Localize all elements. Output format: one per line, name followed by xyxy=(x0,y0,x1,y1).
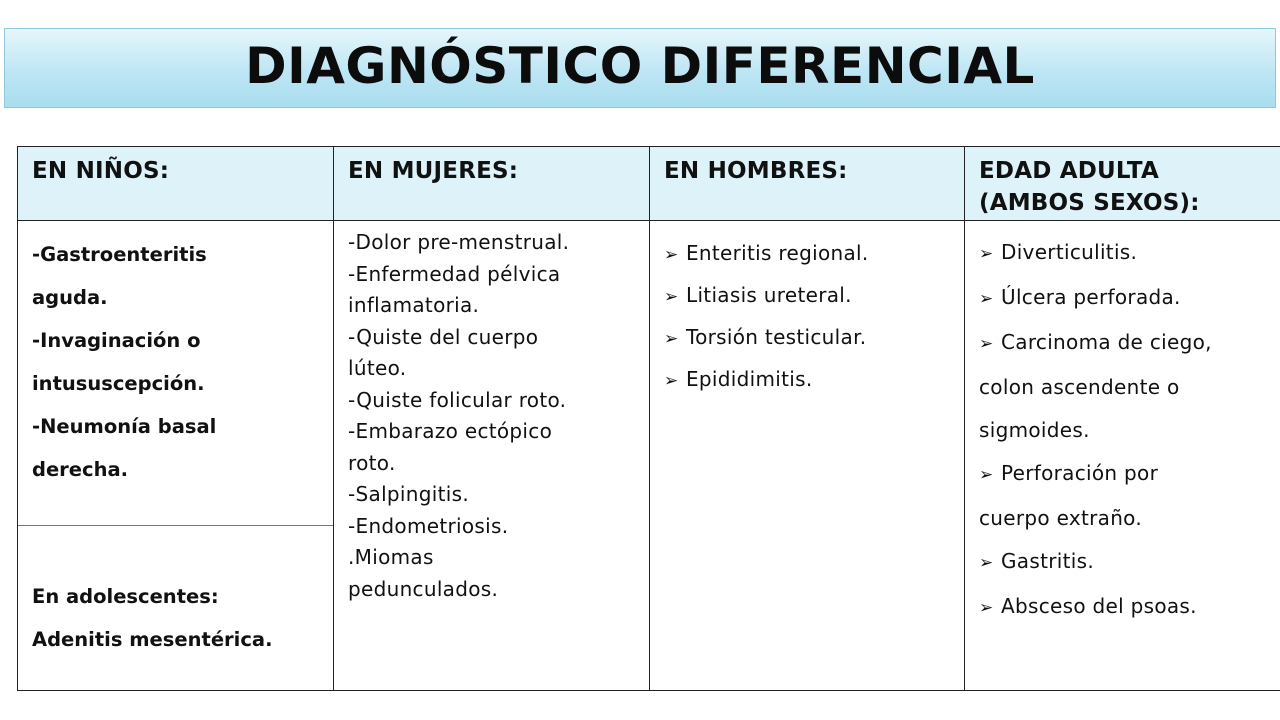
list-item-text: Carcinoma de ciego, xyxy=(1001,330,1212,354)
arrowhead-bullet-icon: ➢ xyxy=(979,244,994,264)
column-edad-adulta xyxy=(965,147,1280,690)
list-item-text: Enteritis regional. xyxy=(686,241,869,265)
list-item: -Enfermedad pélvica xyxy=(348,261,561,286)
adolescentes-item: Adenitis mesentérica. xyxy=(32,628,273,651)
mujeres-list xyxy=(348,227,643,605)
column-header-edad-adulta xyxy=(965,147,1280,221)
list-item: -Neumonía basal xyxy=(32,415,217,438)
list-item-text: Epididimitis. xyxy=(686,367,813,391)
list-item-text: Perforación por xyxy=(1001,461,1159,485)
list-item xyxy=(979,409,1277,452)
list-item xyxy=(979,585,1277,630)
edad-adulta-list xyxy=(979,231,1277,630)
list-item-text: sigmoides. xyxy=(979,418,1090,442)
list-item: -Salpingitis. xyxy=(348,482,469,506)
column-mujeres xyxy=(334,147,650,690)
list-item: -Invaginación o xyxy=(32,329,201,352)
list-item-text: Gastritis. xyxy=(1001,549,1094,573)
list-item: -Dolor pre-menstrual. xyxy=(348,230,570,254)
list-item: -Quiste folicular roto. xyxy=(348,387,567,412)
ninos-list xyxy=(32,233,327,491)
slide-title: DIAGNÓSTICO DIFERENCIAL xyxy=(245,37,1035,95)
list-item xyxy=(979,497,1277,540)
list-item-text: Torsión testicular. xyxy=(686,325,867,349)
arrowhead-bullet-icon: ➢ xyxy=(664,371,679,391)
list-item: -Embarazo ectópico xyxy=(348,419,553,443)
column-header-mujeres: EN MUJERES: xyxy=(334,147,649,221)
column-header-ninos: EN NIÑOS: xyxy=(18,147,333,221)
list-item: pedunculados. xyxy=(348,576,499,601)
arrowhead-bullet-icon: ➢ xyxy=(979,289,994,309)
list-item xyxy=(979,321,1277,366)
list-item-text: Litiasis ureteral. xyxy=(686,283,852,307)
arrowhead-bullet-icon: ➢ xyxy=(664,329,679,349)
list-item xyxy=(979,366,1277,409)
list-item xyxy=(664,233,958,275)
list-item-text: Úlcera perforada. xyxy=(1001,285,1181,309)
column-body-mujeres xyxy=(334,221,649,690)
column-body-hombres xyxy=(650,221,964,690)
arrowhead-bullet-icon: ➢ xyxy=(979,465,994,485)
list-item-text: cuerpo extraño. xyxy=(979,506,1143,530)
list-item: -Endometriosis. xyxy=(348,513,509,538)
adolescentes-label: En adolescentes: xyxy=(32,585,219,608)
column-body-edad-adulta xyxy=(965,221,1280,690)
arrowhead-bullet-icon: ➢ xyxy=(979,598,994,618)
column-header-hombres: EN HOMBRES: xyxy=(650,147,964,221)
list-item xyxy=(979,276,1277,321)
list-item: intususcepción. xyxy=(32,372,205,395)
column-body-ninos xyxy=(18,221,333,690)
title-banner xyxy=(4,28,1276,108)
arrowhead-bullet-icon: ➢ xyxy=(664,287,679,307)
header-line: EDAD ADULTA xyxy=(979,158,1160,184)
column-hombres xyxy=(650,147,965,690)
hombres-list xyxy=(664,233,958,401)
arrowhead-bullet-icon: ➢ xyxy=(664,245,679,265)
list-item: derecha. xyxy=(32,458,129,481)
arrowhead-bullet-icon: ➢ xyxy=(979,553,994,573)
list-item-text: Diverticulitis. xyxy=(1001,240,1138,264)
list-item: inflamatoria. xyxy=(348,293,480,317)
differential-table xyxy=(17,146,1280,691)
list-item: .Miomas xyxy=(348,545,434,569)
list-item: lúteo. xyxy=(348,356,407,380)
list-item: aguda. xyxy=(32,286,108,309)
column-ninos xyxy=(18,147,334,690)
header-line: (AMBOS SEXOS): xyxy=(979,190,1200,216)
list-item: -Quiste del cuerpo xyxy=(348,324,539,349)
list-item xyxy=(664,275,958,317)
list-item-text: colon ascendente o xyxy=(979,375,1180,399)
list-item: -Gastroenteritis xyxy=(32,243,207,266)
list-item-text: Absceso del psoas. xyxy=(1001,594,1197,618)
list-item xyxy=(979,540,1277,585)
list-item: roto. xyxy=(348,450,396,475)
section-divider xyxy=(18,525,333,526)
list-item xyxy=(664,317,958,359)
arrowhead-bullet-icon: ➢ xyxy=(979,334,994,354)
list-item xyxy=(979,231,1277,276)
list-item xyxy=(979,452,1277,497)
list-item xyxy=(664,359,958,401)
